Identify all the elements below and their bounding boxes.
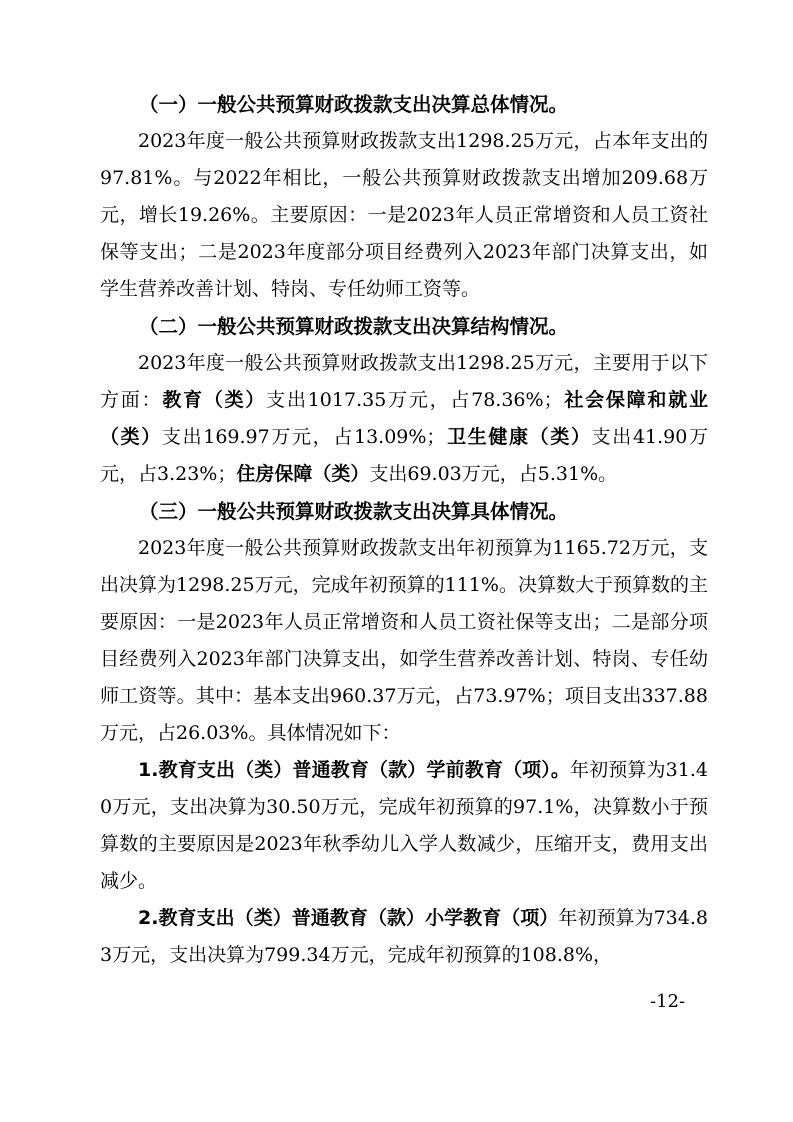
category-social-security-text: 支出169.97万元，占13.09%； <box>161 426 446 448</box>
item-2-paragraph <box>100 900 708 974</box>
section-2-heading: （二）一般公共预算财政拨款支出决算结构情况。 <box>139 315 569 338</box>
section-3-body: 2023年度一般公共预算财政拨款支出年初预算为1165.72万元，支出决算为1298.25万元，完成年初预算的111%。决算数大于预算数的主要原因：一是2023年人员正常增资和人员工资社保等支出；二是部分项目经费列入2023年部门决算支出，如学生营养改善计划、特岗、专任幼师工资等。其中：基本支出960.37万元，占73.97%；项目支出337.88万元，占26.03%。具体情况如下： <box>100 537 708 744</box>
item-1-paragraph <box>100 752 708 900</box>
section-2-intro: 2023年度一般公共预算财政拨款支出1298.25万元，主要用于以下方面： <box>100 352 708 411</box>
section-2-body <box>100 345 708 493</box>
section-1-body: 2023年度一般公共预算财政拨款支出1298.25万元，占本年支出的97.81%。与2022年相比，一般公共预算财政拨款支出增加209.68万元，增长19.26%。主要原因：一是2023年人员正常增资和人员工资社保等支出；二是2023年度部分项目经费列入2023年部门决算支出，如学生营养改善计划、特岗、专任幼师工资等。 <box>100 130 708 300</box>
item-2-label: 2.教育支出（类）普通教育（款）小学教育（项） <box>138 907 559 929</box>
category-housing-label: 住房保障（类） <box>236 463 370 485</box>
item-2-text: 年初预算为734.83万元，支出决算为799.34万元，完成年初预算的108.8%， <box>100 907 708 966</box>
section-1-heading: （一）一般公共预算财政拨款支出决算总体情况。 <box>139 93 569 116</box>
page-number: -12- <box>650 991 686 1012</box>
category-health-label: 卫生健康（类） <box>445 426 592 448</box>
item-1-label: 1.教育支出（类）普通教育（款）学前教育（项）。 <box>138 759 571 781</box>
category-housing-text: 支出69.03万元，占5.31%。 <box>369 463 618 485</box>
item-1-text: 年初预算为31.40万元，支出决算为30.50万元，完成年初预算的97.1%，决算数小于预算数的主要原因是2023年秋季幼儿入学人数减少，压缩开支，费用支出减少。 <box>100 759 708 892</box>
category-social-security-label: 社会保障和就业（类） <box>100 389 708 448</box>
category-education-text: 支出1017.35万元，占78.36%； <box>266 389 563 411</box>
category-education-label: 教育（类） <box>162 389 267 411</box>
category-health-text: 支出41.90万元，占3.23%； <box>100 426 708 485</box>
section-3-heading: （三）一般公共预算财政拨款支出决算具体情况。 <box>139 500 569 523</box>
